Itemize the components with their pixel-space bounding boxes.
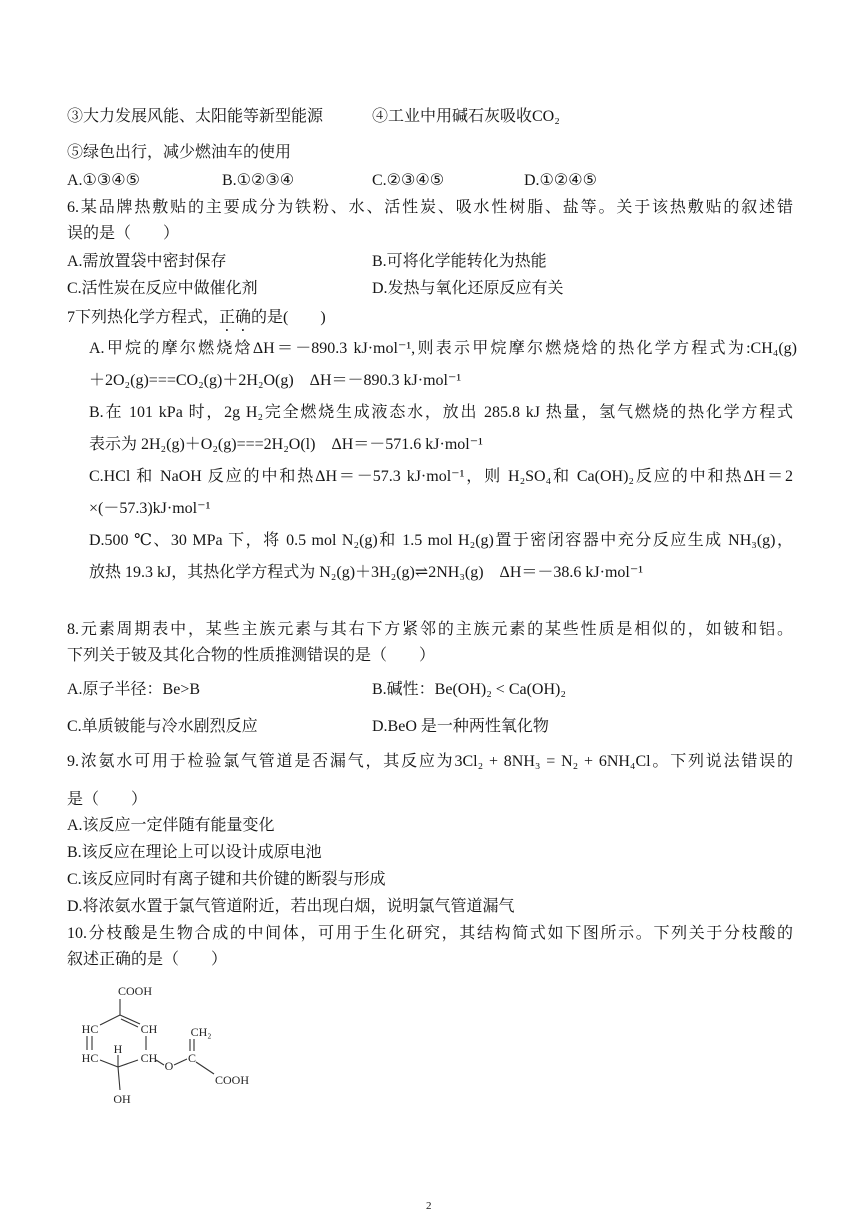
label-ch-upper: CH [140, 1022, 158, 1036]
q6-option-b: B.可将化学能转化为热能 [372, 253, 547, 270]
page-number: 2 [426, 1200, 432, 1212]
q9-option-c: C.该反应同时有离子键和共价键的断裂与形成 [67, 871, 386, 888]
q10-stem-line-2: 叙述正确的是（ ） [67, 951, 228, 968]
bond-ring-top-left [100, 1015, 120, 1025]
chorismic-acid-structure-diagram [70, 978, 270, 1118]
label-hc-lower: HC [81, 1051, 99, 1065]
q5-option-a: A.①③④⑤ [67, 172, 140, 189]
label-cooh-top: COOH [117, 984, 153, 998]
label-ch2: CH₂ [190, 1025, 212, 1039]
q7-option-a-line-2: ＋2O₂(g)===CO₂(g)＋2H₂O(g) ΔH＝－890.3 kJ·mol⁻¹ [89, 372, 462, 389]
q5-item-3: ③大力发展风能、太阳能等新型能源 [67, 108, 324, 125]
q7-option-b-line-2: 表示为 2H₂(g)＋O₂(g)===2H₂O(l) ΔH＝－571.6 kJ·mol⁻¹ [89, 436, 483, 453]
q7-option-d-line-2: 放热 19.3 kJ，其热化学方程式为 N₂(g)＋3H₂(g)⇌2NH₃(g) ΔH＝－38.6 kJ·mol⁻¹ [89, 564, 644, 581]
label-o: O [164, 1059, 174, 1073]
q9-stem-line-1: 9.浓氨水可用于检验氯气管道是否漏气，其反应为3Cl₂ + 8NH₃ = N₂ + 6NH₄Cl。下列说法错误的 [67, 753, 793, 770]
q7-stem-before: 7下列热化学方程式， [67, 309, 220, 326]
bond-ring-top-right-double [121, 1019, 138, 1027]
q8-option-a: A.原子半径：Be>B [67, 681, 201, 698]
q9-option-d: D.将浓氨水置于氯气管道附近，若出现白烟，说明氯气管道漏气 [67, 898, 515, 915]
q6-option-d: D.发热与氧化还原反应有关 [372, 280, 564, 297]
bond-ring-bottom-right [118, 1060, 138, 1067]
q9-option-b: B.该反应在理论上可以设计成原电池 [67, 844, 322, 861]
label-cooh-right: COOH [214, 1073, 250, 1087]
bond-c-oh [118, 1067, 120, 1090]
q9-option-a: A.该反应一定伴随有能量变化 [67, 817, 275, 834]
q9-stem-line-2: 是（ ） [67, 791, 148, 808]
q6-option-c: C.活性炭在反应中做催化剂 [67, 280, 258, 297]
q8-stem-line-1: 8.元素周期表中，某些主族元素与其右下方紧邻的主族元素的某些性质是相似的，如铍和铝。 [67, 621, 793, 638]
q5-item-5: ⑤绿色出行，减少燃油车的使用 [67, 144, 292, 161]
q7-option-b-line-1: B.在 101 kPa 时，2g H₂完全燃烧生成液态水，放出 285.8 kJ 热量，氢气燃烧的热化学方程式 [89, 404, 793, 421]
q5-option-d: D.①②④⑤ [524, 172, 597, 189]
q5-option-b: B.①②③④ [222, 172, 295, 189]
q5-item-4: ④工业中用碱石灰吸收CO₂ [372, 108, 560, 125]
label-c-vinyl: C [187, 1051, 197, 1065]
q5-option-c: C.②③④⑤ [372, 172, 445, 189]
label-hc-upper: HC [81, 1022, 99, 1036]
q8-option-b: B.碱性：Be(OH)₂ < Ca(OH)₂ [372, 681, 566, 698]
q7-option-c-line-1: C.HCl 和 NaOH 反应的中和热ΔH＝－57.3 kJ·mol⁻¹，则 H₂SO₄和 Ca(OH)₂反应的中和热ΔH＝2 [89, 468, 793, 485]
q8-stem-line-2: 下列关于铍及其化合物的性质推测错误的是（ ） [67, 647, 436, 664]
label-h-mid: H [113, 1042, 123, 1056]
label-ch-lower: CH [140, 1051, 158, 1065]
q7-option-d-line-1: D.500 ℃、30 MPa 下，将 0.5 mol N₂(g)和 1.5 mol H₂(g)置于密闭容器中充分反应生成 NH₃(g)， [89, 532, 793, 549]
q7-option-a-line-1: A.甲烷的摩尔燃烧焓ΔH＝－890.3 kJ·mol⁻¹,则表示甲烷摩尔燃烧焓的热化学方程式为:CH₄(g) [89, 340, 797, 357]
bond-vinyl-cooh [196, 1062, 214, 1074]
q6-stem-line-2: 误的是（ ） [67, 225, 180, 242]
q7-stem-emphasis: 正确 [219, 309, 252, 326]
q7-option-c-line-2: ×(－57.3)kJ·mol⁻¹ [89, 500, 211, 517]
bond-ring-bottom-left [100, 1060, 118, 1067]
label-oh: OH [113, 1092, 131, 1106]
q8-option-d: D.BeO 是一种两性氧化物 [372, 718, 549, 735]
bond-o-vinyl [174, 1059, 187, 1065]
q7-stem-after: 的是( ) [251, 309, 326, 326]
q7-stem [67, 308, 326, 335]
q6-stem-line-1: 6.某品牌热敷贴的主要成分为铁粉、水、活性炭、吸水性树脂、盐等。关于该热敷贴的叙述错 [67, 199, 793, 216]
q6-option-a: A.需放置袋中密封保存 [67, 253, 227, 270]
q10-stem-line-1: 10.分枝酸是生物合成的中间体，可用于生化研究，其结构简式如下图所示。下列关于分枝酸的 [67, 925, 793, 942]
q8-option-c: C.单质铍能与冷水剧烈反应 [67, 718, 258, 735]
